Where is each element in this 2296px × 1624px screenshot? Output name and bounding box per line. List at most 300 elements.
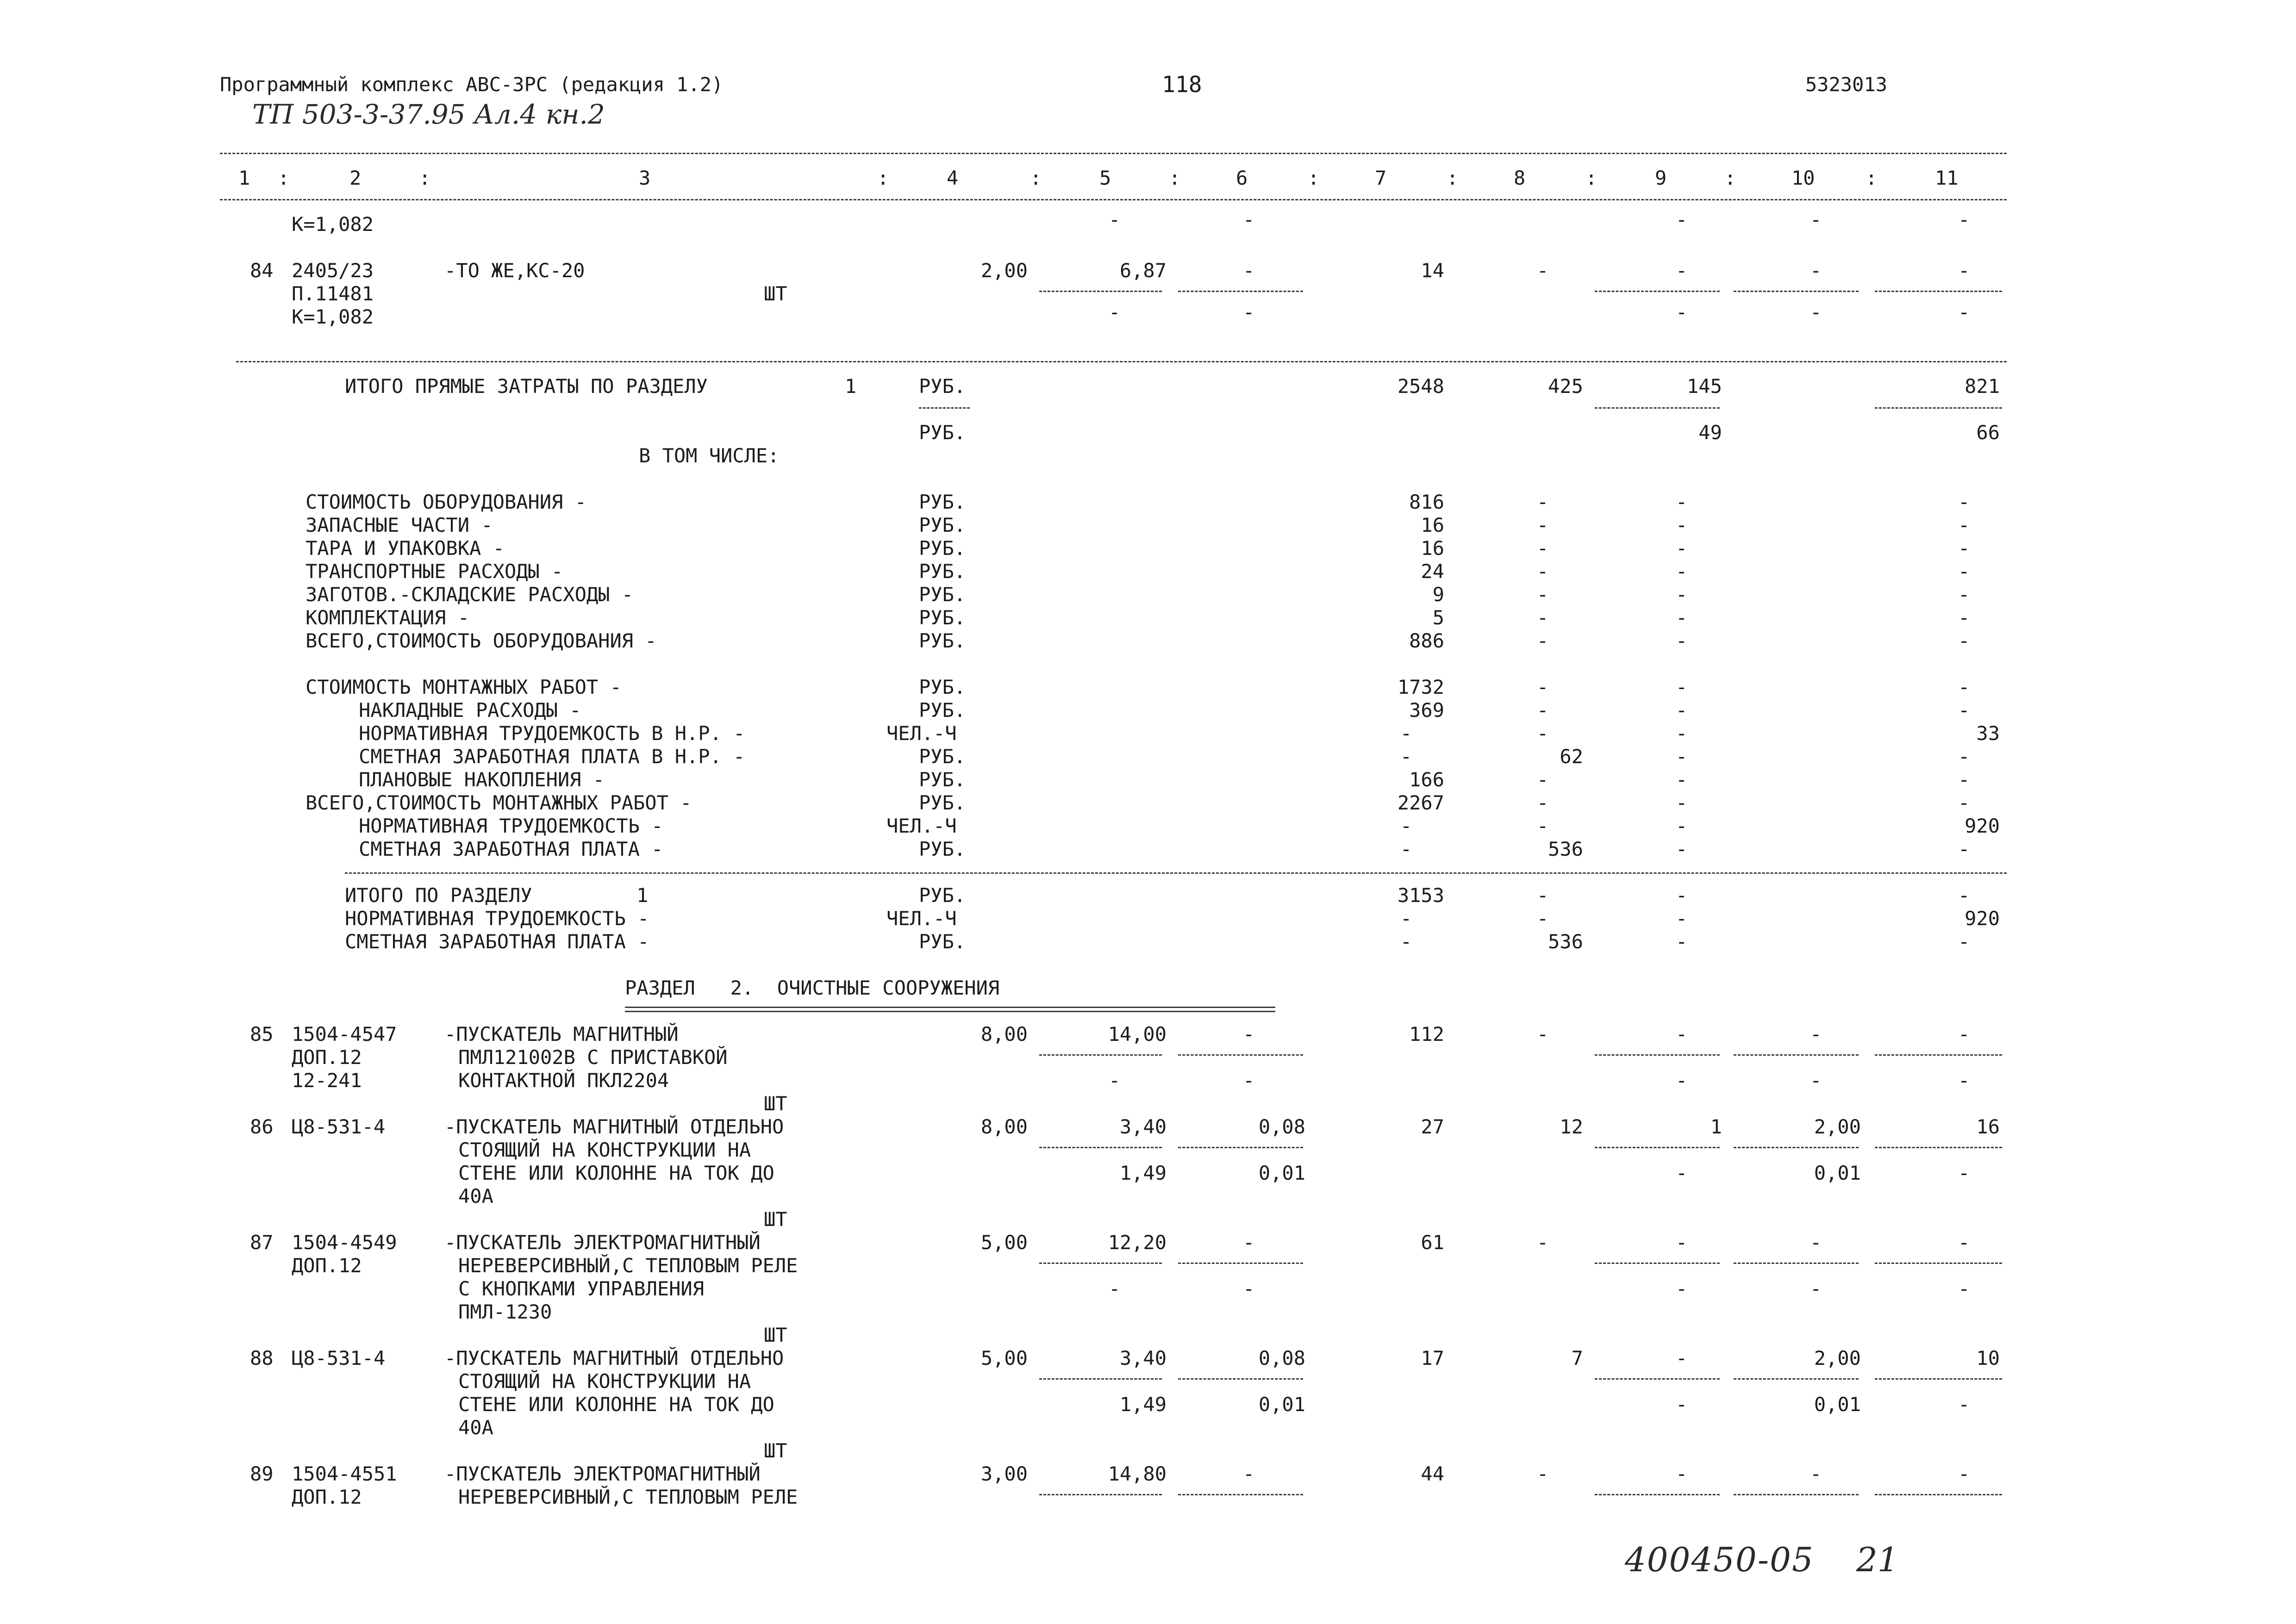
cell-6: 0,08 [1258,1115,1305,1138]
cell: - [1810,301,1822,324]
cell-5: 14,00 [1108,1023,1167,1045]
row-code-3: 12-241 [292,1069,362,1092]
coefficient: К=1,082 [292,213,374,236]
header-rule [220,199,2007,200]
cell-8: - [1537,907,1549,930]
row-description: ПМЛ121002В С ПРИСТАВКОЙ [458,1046,728,1069]
breakdown-label: КОМПЛЕКТАЦИЯ - [306,606,470,629]
cell-11b: - [1958,1277,1970,1300]
cell-5: 6,87 [1119,259,1167,282]
cell-9b: - [1676,1162,1688,1184]
row-description: -ПУСКАТЕЛЬ ЭЛЕКТРОМАГНИТНЫЙ [444,1231,761,1254]
subrule [1039,1263,1162,1264]
cell-7: 14 [1421,259,1444,282]
cell-5b: 1,49 [1119,1393,1167,1416]
breakdown-unit: РУБ. [919,791,966,814]
cell: - [1676,208,1688,231]
cell-6b: 0,01 [1258,1162,1305,1184]
row-description: СТЕНЕ ИЛИ КОЛОННЕ НА ТОК ДО [458,1162,774,1184]
row-description: НЕРЕВЕРСИВНЫЙ,С ТЕПЛОВЫМ РЕЛЕ [458,1254,798,1277]
section-total-unit: ЧЕЛ.-Ч [886,907,957,930]
col-sep: : [1447,167,1459,189]
cell-7: 2548 [1397,375,1444,398]
cell-5: 3,40 [1119,1347,1167,1369]
subrule [1039,1494,1162,1495]
subrule [1178,1054,1303,1056]
breakdown-unit: РУБ. [919,629,966,652]
cell-11b: 66 [1976,421,2000,444]
cell-4: 8,00 [980,1023,1028,1045]
total-section: 1 [845,375,857,398]
cell-9: - [1676,722,1688,745]
breakdown-label: СТОИМОСТЬ ОБОРУДОВАНИЯ - [306,491,586,513]
cell-8: - [1537,514,1549,536]
cell-7: 886 [1409,629,1444,652]
subrule [1178,1147,1303,1148]
row-unit: ШТ [764,1324,787,1346]
cell-8: - [1537,537,1549,560]
col-7: 7 [1375,167,1387,189]
row-description: КОНТАКТНОЙ ПКЛ2204 [458,1069,669,1092]
cell: - [1676,301,1688,324]
col-2: 2 [349,167,362,189]
including-label: В ТОМ ЧИСЛЕ: [639,444,780,467]
breakdown-label: ВСЕГО,СТОИМОСТЬ МОНТАЖНЫХ РАБОТ - [306,791,692,814]
row-number: 88 [250,1347,274,1369]
row-code-3: К=1,082 [292,305,374,328]
cell-11: - [1958,259,1970,282]
row-code: 1504-4549 [292,1231,397,1254]
cell-10b: - [1810,1069,1822,1092]
cell-8: 536 [1548,838,1583,860]
cell-7: - [1400,838,1412,860]
row-code: 1504-4551 [292,1462,397,1485]
total-label: ИТОГО ПРЯМЫЕ ЗАТРАТЫ ПО РАЗДЕЛУ [345,375,708,398]
row-description: -ПУСКАТЕЛЬ ЭЛЕКТРОМАГНИТНЫЙ [444,1462,761,1485]
row-description: 40А [458,1185,493,1207]
row-description: ПМЛ-1230 [458,1300,552,1323]
cell-9b: - [1676,1393,1688,1416]
cell-11: - [1958,1231,1970,1254]
cell-8: - [1537,722,1549,745]
section-rule [236,361,2007,362]
cell-9: 1 [1710,1115,1722,1138]
cell-6: - [1243,1231,1255,1254]
cell-11: 10 [1976,1347,2000,1369]
subrule [1875,407,2002,409]
cell-8: - [1537,491,1549,513]
row-number: 86 [250,1115,274,1138]
row-description: СТОЯЩИЙ НА КОНСТРУКЦИИ НА [458,1139,751,1161]
subrule [1178,291,1303,292]
cell-9: 145 [1687,375,1722,398]
row-description: -ПУСКАТЕЛЬ МАГНИТНЫЙ ОТДЕЛЬНО [444,1115,784,1138]
subrule [1734,1378,1859,1380]
row-code: Ц8-531-4 [292,1347,386,1369]
cell-11b: - [1958,1069,1970,1092]
cell-7: 112 [1409,1023,1444,1045]
cell-8: - [1537,606,1549,629]
handwritten-reference: ТП 503-3-37.95 Ал.4 кн.2 [252,99,605,130]
row-unit: ШТ [764,1208,787,1231]
cell-4: 2,00 [980,259,1028,282]
cell-9: - [1676,699,1688,722]
section-heading: РАЗДЕЛ 2. ОЧИСТНЫЕ СООРУЖЕНИЯ [625,977,1000,999]
breakdown-unit: ЧЕЛ.-Ч [886,815,957,837]
col-9: 9 [1655,167,1667,189]
section-total-number: 1 [636,884,649,907]
subrule [1039,291,1162,292]
cell-5: 14,80 [1108,1462,1167,1485]
cell-5: 12,20 [1108,1231,1167,1254]
row-code: 2405/23 [292,259,374,282]
subrule [1734,1054,1859,1056]
breakdown-label: ЗАГОТОВ.-СКЛАДСКИЕ РАСХОДЫ - [306,583,634,606]
col-8: 8 [1514,167,1526,189]
col-sep: : [278,167,290,189]
cell-11: - [1958,514,1970,536]
cell-9: - [1676,884,1688,907]
breakdown-unit: РУБ. [919,606,966,629]
section-total-label: НОРМАТИВНАЯ ТРУДОЕМКОСТЬ - [345,907,649,930]
cell-7: 61 [1421,1231,1444,1254]
cell-8: - [1537,791,1549,814]
row-unit: ШТ [764,1439,787,1462]
cell-9: - [1676,1231,1688,1254]
cell-8: - [1537,583,1549,606]
cell-11: - [1958,1462,1970,1485]
cell-10: - [1810,1462,1822,1485]
cell-7: 369 [1409,699,1444,722]
col-sep: : [1169,167,1181,189]
subrule [1595,291,1720,292]
breakdown-unit: РУБ. [919,583,966,606]
breakdown-unit: РУБ. [919,491,966,513]
cell-5: 3,40 [1119,1115,1167,1138]
breakdown-unit: ЧЕЛ.-Ч [886,722,957,745]
subrule [1875,1378,2002,1380]
cell-11: - [1958,884,1970,907]
cell-11: - [1958,838,1970,860]
cell-11: - [1958,676,1970,698]
row-code-2: ДОП.12 [292,1254,362,1277]
cell-8: 536 [1548,930,1583,953]
cell-8: - [1537,815,1549,837]
cell-6: - [1243,1462,1255,1485]
subrule [1178,1378,1303,1380]
breakdown-unit: РУБ. [919,676,966,698]
cell-7: - [1400,745,1412,768]
cell-11b: - [1958,1393,1970,1416]
section-underline [625,1007,1275,1012]
cell-8: - [1537,560,1549,583]
breakdown-label: НОРМАТИВНАЯ ТРУДОЕМКОСТЬ - [359,815,663,837]
cell-7: 166 [1409,768,1444,791]
cell-7: 44 [1421,1462,1444,1485]
cell: - [1109,208,1121,231]
cell-8: - [1537,1023,1549,1045]
row-number: 84 [250,259,274,282]
col-sep: : [877,167,889,189]
cell-7: 816 [1409,491,1444,513]
subrule [1734,1494,1859,1495]
cell-9: - [1676,259,1688,282]
col-sep: : [1724,167,1736,189]
cell-10b: 0,01 [1814,1162,1861,1184]
breakdown-unit: РУБ. [919,699,966,722]
cell-11: 920 [1965,815,2000,837]
cell-8: 425 [1548,375,1583,398]
cell-8: - [1537,676,1549,698]
cell-9: - [1676,930,1688,953]
cell: - [1958,208,1970,231]
cell-11: - [1958,930,1970,953]
col-6: 6 [1236,167,1248,189]
subrule [1875,1263,2002,1264]
top-rule [220,153,2007,154]
sheet-number: 21 [1856,1540,1899,1579]
row-description: -ПУСКАТЕЛЬ МАГНИТНЫЙ ОТДЕЛЬНО [444,1347,784,1369]
cell-9: - [1676,606,1688,629]
subrule [1039,1147,1162,1148]
cell-9: - [1676,838,1688,860]
col-sep: : [1585,167,1597,189]
breakdown-label: НАКЛАДНЫЕ РАСХОДЫ - [359,699,581,722]
cell-11: - [1958,629,1970,652]
cell-9b: - [1676,1069,1688,1092]
cell-7: - [1400,907,1412,930]
cell-10: 2,00 [1814,1347,1861,1369]
cell-11: - [1958,791,1970,814]
subrule [1039,1378,1162,1380]
cell-7: 17 [1421,1347,1444,1369]
total-unit-2: РУБ. [919,421,966,444]
breakdown-label: СТОИМОСТЬ МОНТАЖНЫХ РАБОТ - [306,676,622,698]
cell-4: 8,00 [980,1115,1028,1138]
cell-8: 12 [1560,1115,1583,1138]
subrule [1734,291,1859,292]
cell-9: - [1676,629,1688,652]
cell-8: - [1537,259,1549,282]
breakdown-unit: РУБ. [919,514,966,536]
col-1: 1 [238,167,250,189]
row-code-2: П.11481 [292,282,374,305]
subrule [1595,1494,1720,1495]
cell-8: - [1537,1462,1549,1485]
cell-7: 3153 [1397,884,1444,907]
row-unit: ШТ [764,282,787,305]
cell-11: - [1958,583,1970,606]
cell-9: - [1676,583,1688,606]
page-number: 118 [1162,72,1202,98]
col-sep: : [1030,167,1042,189]
cell: - [1958,301,1970,324]
cell-7: 16 [1421,537,1444,560]
cell-8: 62 [1560,745,1583,768]
section-total-label: ИТОГО ПО РАЗДЕЛУ [345,884,532,907]
cell-7: 27 [1421,1115,1444,1138]
cell-9b: 49 [1698,421,1722,444]
subrule [1875,1494,2002,1495]
breakdown-unit: РУБ. [919,745,966,768]
cell-11: - [1958,745,1970,768]
cell-4: 5,00 [980,1231,1028,1254]
cell-9: - [1676,768,1688,791]
cell-8: - [1537,629,1549,652]
row-description: С КНОПКАМИ УПРАВЛЕНИЯ [458,1277,705,1300]
total-unit: РУБ. [919,375,966,398]
row-code: Ц8-531-4 [292,1115,386,1138]
cell-9: - [1676,791,1688,814]
cell-11b: - [1958,1162,1970,1184]
subrule [1595,407,1720,409]
row-unit: ШТ [764,1092,787,1115]
col-10: 10 [1791,167,1815,189]
cell-10: - [1810,1231,1822,1254]
cell-9: - [1676,907,1688,930]
document-code: 5323013 [1805,73,1888,96]
subrule [1734,1147,1859,1148]
cell-10: - [1810,1023,1822,1045]
cell-10: 2,00 [1814,1115,1861,1138]
cell-11: - [1958,606,1970,629]
cell-10b: 0,01 [1814,1393,1861,1416]
subrule [1039,1054,1162,1056]
cell-11: 33 [1976,722,2000,745]
breakdown-label: СМЕТНАЯ ЗАРАБОТНАЯ ПЛАТА - [359,838,663,860]
cell-6: 0,08 [1258,1347,1305,1369]
cell-9: - [1676,1462,1688,1485]
cell-9: - [1676,1023,1688,1045]
cell-8: - [1537,768,1549,791]
cell-5b: - [1109,1069,1121,1092]
cell-5b: - [1109,1277,1121,1300]
cell-4: 3,00 [980,1462,1028,1485]
section-total-unit: РУБ. [919,884,966,907]
cell-11: - [1958,537,1970,560]
breakdown-label: ТРАНСПОРТНЫЕ РАСХОДЫ - [306,560,563,583]
breakdown-label: ВСЕГО,СТОИМОСТЬ ОБОРУДОВАНИЯ - [306,629,657,652]
cell: - [1243,301,1255,324]
cell-11: - [1958,560,1970,583]
subrule [1875,1054,2002,1056]
breakdown-label: НОРМАТИВНАЯ ТРУДОЕМКОСТЬ В Н.Р. - [359,722,745,745]
col-sep: : [419,167,431,189]
cell-6: - [1243,1023,1255,1045]
subrule [1875,291,2002,292]
row-code-2: ДОП.12 [292,1486,362,1508]
cell-9: - [1676,1347,1688,1369]
col-5: 5 [1099,167,1111,189]
cell-7: - [1400,930,1412,953]
row-code-2: ДОП.12 [292,1046,362,1069]
cell-7: 16 [1421,514,1444,536]
cell-8: - [1537,699,1549,722]
col-3: 3 [639,167,651,189]
row-number: 87 [250,1231,274,1254]
row-number: 85 [250,1023,274,1045]
breakdown-label: ПЛАНОВЫЕ НАКОПЛЕНИЯ - [359,768,605,791]
subrule [1178,1263,1303,1264]
cell-9: - [1676,491,1688,513]
row-description: СТОЯЩИЙ НА КОНСТРУКЦИИ НА [458,1370,751,1393]
breakdown-label: ТАРА И УПАКОВКА - [306,537,505,560]
cell-7: 9 [1432,583,1444,606]
cell-7: - [1400,722,1412,745]
cell-6b: 0,01 [1258,1393,1305,1416]
cell-5b: 1,49 [1119,1162,1167,1184]
cell-9: - [1676,815,1688,837]
col-11: 11 [1935,167,1959,189]
cell-4: 5,00 [980,1347,1028,1369]
cell-11: 16 [1976,1115,2000,1138]
cell-11: - [1958,491,1970,513]
subrule [1595,1378,1720,1380]
cell-9: - [1676,676,1688,698]
cell-8: - [1537,884,1549,907]
subrule [1595,1147,1720,1148]
cell-11: - [1958,1023,1970,1045]
section-total-label: СМЕТНАЯ ЗАРАБОТНАЯ ПЛАТА - [345,930,649,953]
breakdown-unit: РУБ. [919,537,966,560]
section-total-unit: РУБ. [919,930,966,953]
cell-11: 821 [1965,375,2000,398]
row-description: 40А [458,1416,493,1439]
cell: - [1810,208,1822,231]
row-description: -ТО ЖЕ,КС-20 [444,259,585,282]
cell-8: - [1537,1231,1549,1254]
breakdown-label: ЗАПАСНЫЕ ЧАСТИ - [306,514,493,536]
cell-9: - [1676,745,1688,768]
cell-10b: - [1810,1277,1822,1300]
cell-11: 920 [1965,907,2000,930]
cell-11: - [1958,768,1970,791]
breakdown-label: СМЕТНАЯ ЗАРАБОТНАЯ ПЛАТА В Н.Р. - [359,745,745,768]
cell-9: - [1676,560,1688,583]
col-sep: : [1866,167,1878,189]
program-header: Программный комплекс АВС-3РС (редакция 1.2) [220,73,724,96]
breakdown-unit: РУБ. [919,560,966,583]
breakdown-unit: РУБ. [919,838,966,860]
col-sep: : [1308,167,1320,189]
subtotal-rule [345,872,2007,874]
breakdown-unit: РУБ. [919,768,966,791]
row-description: -ПУСКАТЕЛЬ МАГНИТНЫЙ [444,1023,679,1045]
cell-8: 7 [1571,1347,1583,1369]
cell: - [1109,301,1121,324]
cell-7: - [1400,815,1412,837]
row-number: 89 [250,1462,274,1485]
cell-9b: - [1676,1277,1688,1300]
subrule [1595,1263,1720,1264]
row-code: 1504-4547 [292,1023,397,1045]
cell-7: 1732 [1397,676,1444,698]
row-description: СТЕНЕ ИЛИ КОЛОННЕ НА ТОК ДО [458,1393,774,1416]
cell-9: - [1676,514,1688,536]
cell-7: 5 [1432,606,1444,629]
subrule [1595,1054,1720,1056]
cell: - [1243,208,1255,231]
subrule [919,407,970,409]
subrule [1875,1147,2002,1148]
col-4: 4 [947,167,959,189]
cell-11: - [1958,699,1970,722]
cell-6b: - [1243,1277,1255,1300]
cell-7: 2267 [1397,791,1444,814]
cell-7: 24 [1421,560,1444,583]
cell-6: - [1243,259,1255,282]
cell-10: - [1810,259,1822,282]
